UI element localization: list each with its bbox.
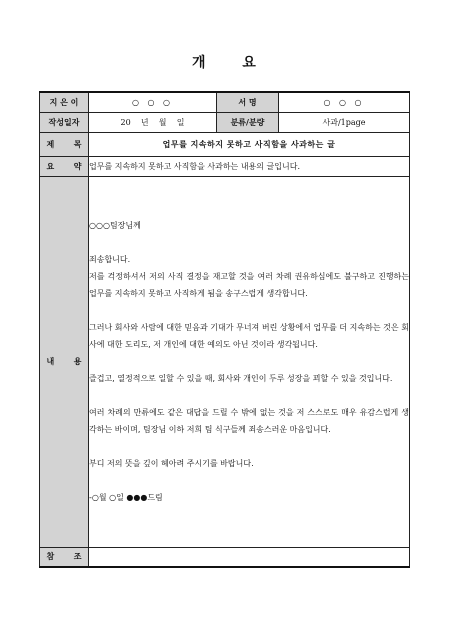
summary-value: 업무를 지속하지 못하고 사직함을 사과하는 내용의 글입니다. — [89, 156, 410, 176]
category-value: 사과/1page — [279, 112, 410, 132]
category-label: 분류/분량 — [217, 112, 279, 132]
sign-value: ○ ○ ○ — [279, 92, 410, 112]
reference-label: 참 조 — [40, 547, 89, 567]
summary-row — [40, 156, 410, 176]
reference-row — [40, 547, 410, 567]
letter-paragraph-2: 저를 걱정하셔서 저의 사직 결정을 재고할 것을 여러 차례 권유하심에도 불구하고 진행하는 업무를 지속하지 못하고 사직하게 됨을 송구스럽게 생각합니다. — [89, 272, 409, 298]
reference-value — [89, 547, 410, 567]
letter-paragraph-3: 그러나 회사와 사람에 대한 믿음과 기대가 무너져 버린 상황에서 업무를 더 지속하는 것은 회사에 대한 도리도, 저 개인에 대한 예의도 아닌 것이라 생각됩니다. — [89, 323, 409, 349]
date-value: 20 년 월 일 — [89, 112, 217, 132]
date-label: 작성일자 — [40, 112, 89, 132]
letter-greeting: ○○○팀장님께 — [89, 221, 141, 230]
letter-paragraph-6: 부디 저의 뜻을 깊이 헤아려 주시기를 바랍니다. — [89, 459, 254, 468]
overview-form-table — [39, 91, 410, 568]
sign-label: 서 명 — [217, 92, 279, 112]
content-label: 내 용 — [40, 176, 89, 547]
letter-paragraph-1: 죄송합니다. — [89, 255, 131, 264]
content-row — [40, 176, 410, 547]
letter-paragraph-5: 여러 차례의 만류에도 같은 대답을 드릴 수 밖에 없는 것을 저 스스로도 매우 유감스럽게 생각하는 바이며, 팀장님 이하 저희 팀 식구들께 죄송스러운 마음입니다. — [89, 408, 409, 434]
subject-label: 제 목 — [40, 132, 89, 156]
letter-paragraph-4: 즐겁고, 열정적으로 일할 수 있을 때, 회사와 개인이 두루 성장을 꾀할 수 있을 것입니다. — [89, 374, 393, 383]
subject-value: 업무를 지속하지 못하고 사직함을 사과하는 글 — [89, 132, 410, 156]
author-value: ○ ○ ○ — [89, 92, 217, 112]
document-title: 개 요 — [192, 55, 258, 71]
letter-body — [89, 176, 410, 547]
author-row — [40, 92, 410, 112]
letter-closing: -○월 ○일 ●●●드림 — [89, 493, 163, 502]
author-label: 지 은 이 — [40, 92, 89, 112]
subject-row — [40, 132, 410, 156]
summary-label: 요 약 — [40, 156, 89, 176]
date-row — [40, 112, 410, 132]
